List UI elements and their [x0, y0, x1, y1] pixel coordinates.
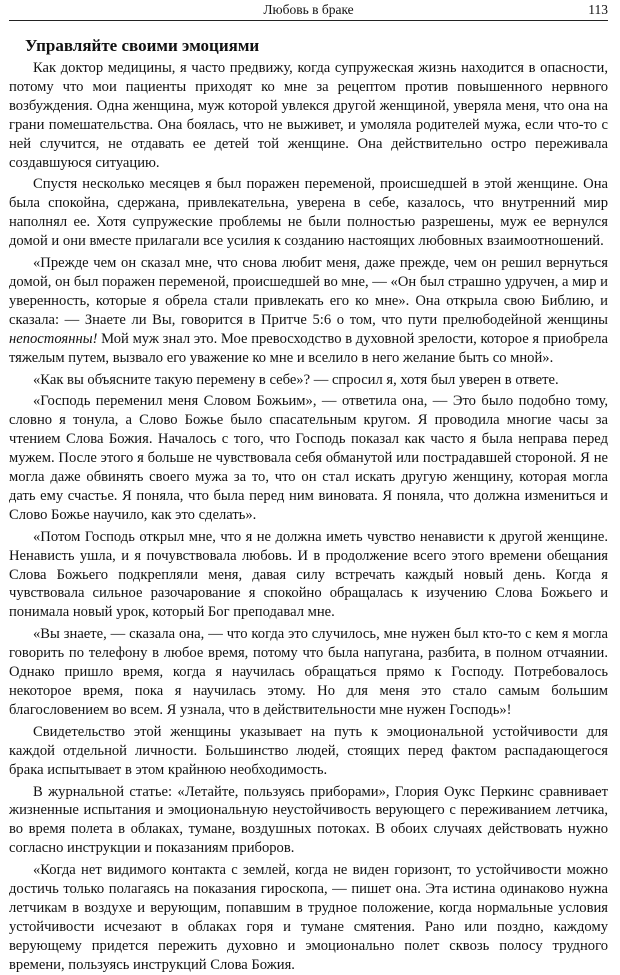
paragraph-3-text-after: Мой муж знал это. Мое превосходство в духовной зрелости, которое я приобрела тяжелым путем, вызвало его уважение ко мне и вселило в него желание быть со мной».: [9, 330, 608, 366]
paragraph-10: «Когда нет видимого контакта с землей, когда не виден горизонт, то устойчивости можно достичь только полагаясь на показания гироскопа, — пишет она. Эта истина одинаково нужна летчикам в воздухе и верующим, попавшим в трудное положение, когда нормальные условия устойчивости исчезают в облаках горя и тумане смятения. Рано или поздно, каждому верующему придется пережить духовно и эмоционально полет сквозь полосу трудного времени, пользуясь инструкций Слова Божия.: [9, 862, 608, 973]
paragraph-6: «Потом Господь открыл мне, что я не должна иметь чувство ненависти к другой женщине. Ненависть ушла, и я почувствовала любовь. И в продолжение всего этого времени обещания Слова Божьего подкрепляли меня, давая силу встречать каждый новый день. Когда я чувствовала сильное разочарование я спокойно обращалась к изучению Слова Божьего и понимала новый урок, который Бог преподавал мне.: [9, 528, 608, 621]
paragraph-3-text-before: «Прежде чем он сказал мне, что снова любит меня, даже прежде, чем он решил вернуться домой, он был поражен переменой, происшедшей во мне, — «Он был страшно удручен, а мир и уверенность, которые я обрела стали привлекать его ко мне». Она открыла свою Библию, и сказала: — Знаете ли Вы, говорится в Притче 5:6 о том, что пути прелюбодейной женщины: [9, 255, 608, 328]
page-number: 113: [588, 2, 608, 17]
paragraph-8: Свидетельство этой женщины указывает на путь к эмоциональной устойчивости для каждой отдельной личности. Большинство людей, стоящих перед фактом распадающегося брака испытывает в этом крайнюю необходимость.: [9, 723, 608, 778]
paragraph-7: «Вы знаете, — сказала она, — что когда это случилось, мне нужен был кто-то с кем я могла говорить по телефону в любое время, потому что была напугана, разбита, в полном отчаянии. Однако пришло время, когда я научилась обращаться прямо к Господу. Потребовалось некоторое время, пока я научилась этому. Но для меня это стало самым большим благословением во всем. Я узнала, что в действительности мне нужен Господь»!: [9, 626, 608, 718]
running-title: Любовь в браке: [263, 2, 354, 17]
paragraph-4: «Как вы объясните такую перемену в себе»? — спросил я, хотя был уверен в ответе.: [33, 371, 559, 388]
paragraph-1: Как доктор медицины, я часто предвижу, когда супружеская жизнь находится в опасности, потому что мои пациенты приходят ко мне за рецептом против повышенного нервного возбуждения. Одна женщина, муж которой увлекся другой женщиной, уверяла меня, что она на грани помешательства. Она боялась, что не выживет, и умоляла родителей мужа, если что-то с ней случится, не отдавать ее детей той женщине. Она действительно остро переживала создавшуюся ситуацию.: [9, 60, 608, 171]
section-title: Управляйте своими эмоциями: [25, 36, 260, 55]
paragraph-9: В журнальной статье: «Летайте, пользуясь приборами», Глория Оукс Перкинс сравнивает жизненные испытания и эмоциональную неустойчивость верующего с переживанием летчика, во время полета в облаках, тумане, воздушных потоках. В обоих случаях действовать нужно согласно инструкции и показаниям приборов.: [9, 783, 608, 857]
body-text: [9, 59, 608, 975]
paragraph-5: «Господь переменил меня Словом Божьим», — ответила она, — Это было подобно тому, словно я тонула, а Слово Божье было спасательным кругом. Я проводила многие часы за чтением Слова Божия. Началось с того, что Господь показал как часто я была неправа перед мужем. После этого я больше не чувствовала себя обманутой или пострадавшей стороной. Я не могла даже обвинять своего мужа за то, что он стал искать другую женщину, которая могла дать ему счастье. Я поняла, что была перед ним виновата. Я поняла, что должна измениться и Слово Божье научило, как это сделать».: [9, 393, 608, 523]
paragraph-3-emphasis: непостоянны!: [9, 330, 98, 347]
paragraph-2: Спустя несколько месяцев я был поражен переменой, происшедшей в этой женщине. Она была спокойна, сдержана, привлекательна, уверена в себе, казалось, что внутренний мир наполнял ее. Хотя супружеские проблемы не были полностью разрешены, муж ее вернулся домой и они вместе прилагали все усилия к созданию настоящих любовных взаимоотношений.: [9, 176, 608, 250]
paragraph-3: [9, 254, 608, 367]
running-header: [9, 0, 608, 21]
